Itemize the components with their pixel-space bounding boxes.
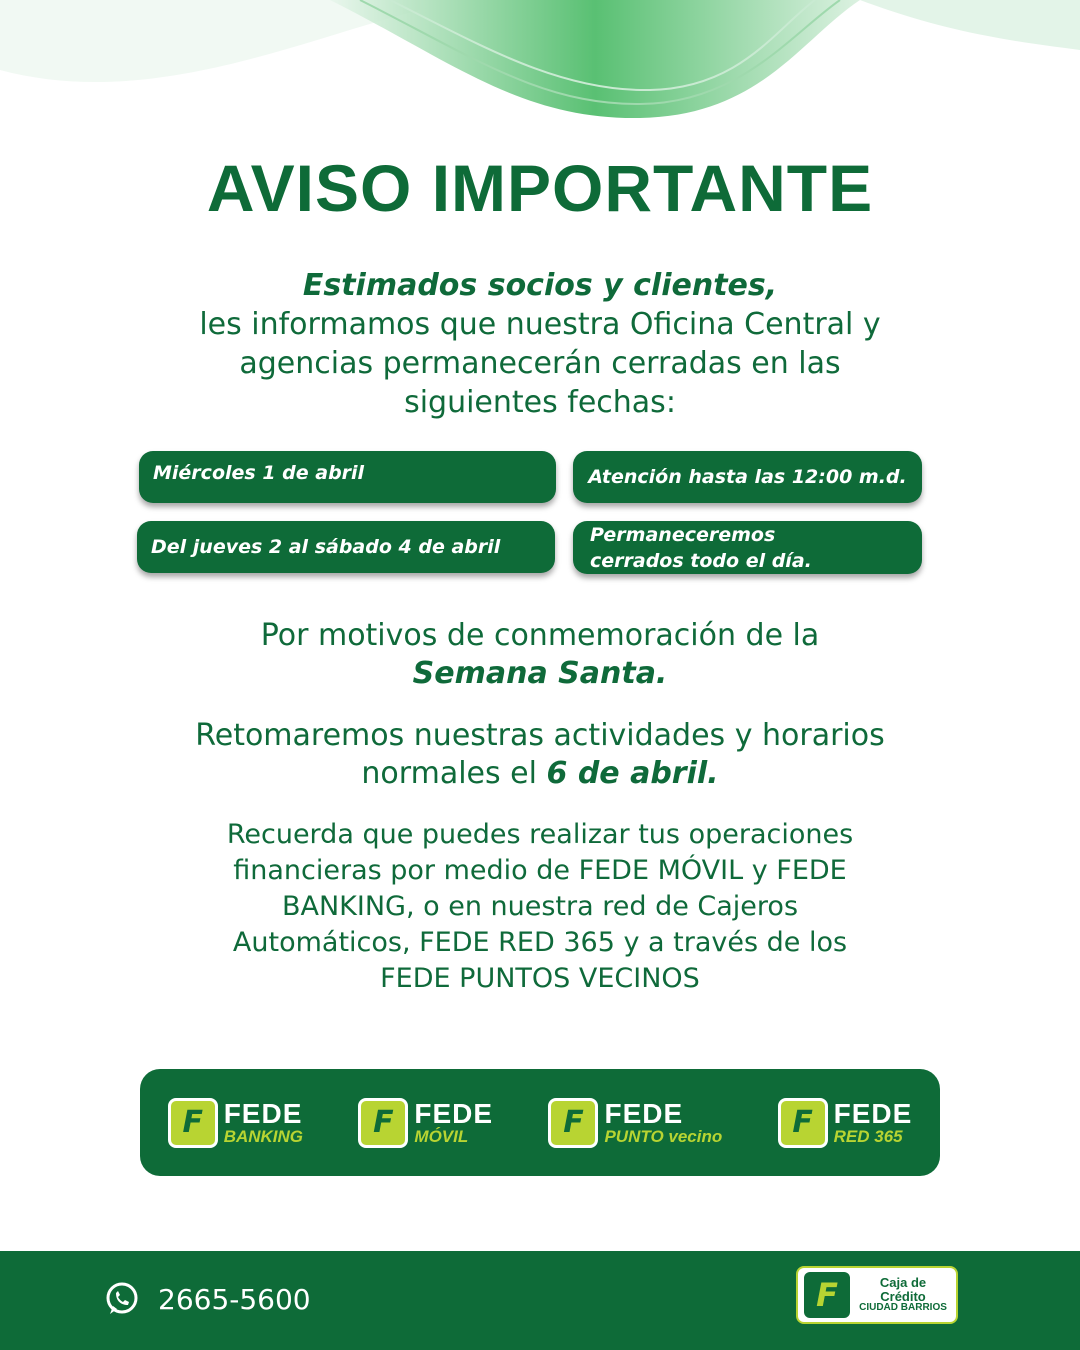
fede-f-icon: F bbox=[778, 1098, 828, 1148]
resume-line-1: Retomaremos nuestras actividades y horarios bbox=[195, 718, 885, 753]
whatsapp-icon bbox=[104, 1281, 140, 1317]
intro-line-3: siguientes fechas: bbox=[404, 385, 676, 420]
page-title: AVISO IMPORTANTE bbox=[206, 151, 874, 225]
reason-line: Por motivos de conmemoración de la bbox=[260, 618, 820, 653]
reason-text bbox=[90, 617, 990, 693]
reminder-line-1: Recuerda que puedes realizar tus operaciones bbox=[226, 819, 854, 850]
fede-banking-logo: F FEDE BANKING bbox=[168, 1098, 303, 1148]
resume-text bbox=[90, 717, 990, 793]
reminder-line-5: FEDE PUNTOS VECINOS bbox=[380, 963, 700, 994]
fede-f-icon: F bbox=[548, 1098, 598, 1148]
schedule-status-1: Atención hasta las 12:00 m.d. bbox=[573, 451, 922, 503]
reason-emphasis: Semana Santa. bbox=[412, 656, 668, 691]
fede-movil-logo: F FEDE MÓVIL bbox=[358, 1098, 493, 1148]
greeting: Estimados socios y clientes, bbox=[302, 268, 778, 303]
brand-f-icon: F bbox=[804, 1272, 850, 1318]
decorative-wave bbox=[0, 0, 1080, 140]
intro-line-1: les informamos que nuestra Oficina Central y bbox=[199, 307, 881, 342]
reminder-line-2: financieras por medio de FEDE MÓVIL y FEDE bbox=[233, 855, 847, 886]
intro-text bbox=[90, 266, 990, 422]
phone-contact[interactable] bbox=[104, 1281, 311, 1317]
resume-emphasis: 6 de abril. bbox=[546, 756, 719, 791]
schedule-date-1: Miércoles 1 de abril bbox=[139, 451, 556, 503]
intro-line-2: agencias permanecerán cerradas en las bbox=[239, 346, 841, 381]
fede-f-icon: F bbox=[168, 1098, 218, 1148]
schedule-status-2-line-2: cerrados todo el día. bbox=[590, 549, 812, 572]
reminder-line-4: Automáticos, FEDE RED 365 y a través de los bbox=[232, 927, 848, 958]
phone-number: 2665-5600 bbox=[158, 1282, 311, 1316]
brand-line-3: CIUDAD BARRIOS bbox=[859, 1302, 947, 1314]
schedule-date-2: Del jueves 2 al sábado 4 de abril bbox=[137, 521, 555, 573]
schedule-status-2 bbox=[573, 521, 922, 574]
resume-line-2: normales el bbox=[361, 756, 547, 791]
fede-punto-vecino-logo: F FEDE PUNTO vecino bbox=[548, 1098, 722, 1148]
schedule-status-2-line-1: Permaneceremos bbox=[590, 523, 776, 546]
brand-line-2: Crédito bbox=[880, 1288, 926, 1304]
footer-bar bbox=[0, 1251, 1080, 1350]
caja-de-credito-logo bbox=[796, 1266, 958, 1324]
reminder-line-3: BANKING, o en nuestra red de Cajeros bbox=[281, 891, 799, 922]
reminder-text bbox=[90, 817, 990, 997]
brand-line-1: Caja de bbox=[879, 1275, 927, 1291]
fede-red-365-logo: F FEDE RED 365 bbox=[778, 1098, 913, 1148]
fede-f-icon: F bbox=[358, 1098, 408, 1148]
services-logos-band bbox=[140, 1069, 940, 1176]
